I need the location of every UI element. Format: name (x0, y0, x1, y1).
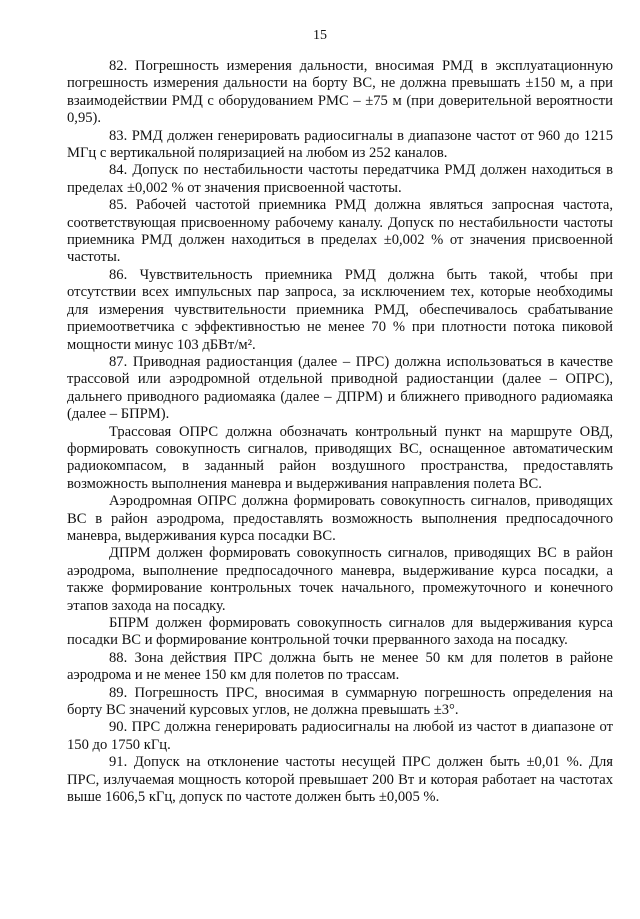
paragraph-89: 89. Погрешность ПРС, вносимая в суммарную погрешность определения на борту ВС значений курсовых углов, не должна превышать ±3°. (67, 684, 613, 719)
paragraph-86: 86. Чувствительность приемника РМД должна быть такой, чтобы при отсутствии всех импульсных пар запроса, за исключением тех, которые необходимы для измерения чувствительности приемника РМД, обеспечивалось срабатывание приемоответчика с эффективностью не менее 70 % при плотности потока пиковой мощности минус 103 дБВт/м². (67, 266, 613, 353)
paragraph-aerodrome-opps: Аэродромная ОПРС должна формировать совокупность сигналов, приводящих ВС в район аэродрома, предоставлять возможность выполнения предпосадочного маневра, выдерживания курса посадки ВС. (67, 493, 613, 544)
page-number: 15 (313, 28, 327, 43)
paragraph-bprm: БПРМ должен формировать совокупность сигналов для выдерживания курса посадки ВС и формирование контрольной точки прерванного захода на посадку. (67, 615, 613, 649)
paragraph-91: 91. Допуск на отклонение частоты несущей ПРС должен быть ±0,01 %. Для ПРС, излучаемая мощность которой превышает 200 Вт и которая работает на частотах выше 1606,5 кГц, допуск по частоте должен быть ±0,005 %. (67, 754, 613, 806)
paragraph-90: 90. ПРС должна генерировать радиосигналы на любой из частот в диапазоне от 150 до 1750 кГц. (67, 719, 613, 753)
paragraph-route-opps: Трассовая ОПРС должна обозначать контрольный пункт на маршруте ОВД, формировать совокупность сигналов, приводящих ВС, оснащенное автоматическим радиокомпасом, в заданный район воздушного пространства, предоставлять возможность выполнения маневра и выдерживания направления полета ВС. (67, 423, 613, 492)
paragraph-83: 83. РМД должен генерировать радиосигналы в диапазоне частот от 960 до 1215 МГц с вертикальной поляризацией на любом из 252 каналов. (67, 127, 613, 162)
paragraph-84: 84. Допуск по нестабильности частоты передатчика РМД должен находиться в пределах ±0,002 % от значения присвоенной частоты. (67, 162, 613, 196)
paragraph-dprm: ДПРМ должен формировать совокупность сигналов, приводящих ВС в район аэродрома, выполнение предпосадочного маневра, выдерживание курса посадки, а также формирование контрольных точек начального, промежуточного и конечного этапов захода на посадку. (67, 545, 613, 614)
paragraph-82: 82. Погрешность измерения дальности, вносимая РМД в эксплуатационную погрешность измерения дальности на борту ВС, не должна превышать ±150 м, а при взаимодействии РМД с оборудованием РМС – ±75 м (при доверительной вероятности 0,95). (67, 58, 613, 127)
document-body (67, 58, 613, 806)
paragraph-88: 88. Зона действия ПРС должна быть не менее 50 км для полетов в районе аэродрома и не менее 150 км для полетов по трассам. (67, 649, 613, 684)
paragraph-85: 85. Рабочей частотой приемника РМД должна являться запросная частота, соответствующая присвоенному рабочему каналу. Допуск по нестабильности частоты приемника РМД должен находиться в пределах ±0,002 % от значения присвоенной частоты. (67, 197, 613, 266)
paragraph-87: 87. Приводная радиостанция (далее – ПРС) должна использоваться в качестве трассовой или аэродромной отдельной приводной радиостанции (далее – ОПРС), дальнего приводного радиомаяка (далее – ДПРМ) и ближнего приводного радиомаяка (далее – БПРМ). (67, 353, 613, 423)
